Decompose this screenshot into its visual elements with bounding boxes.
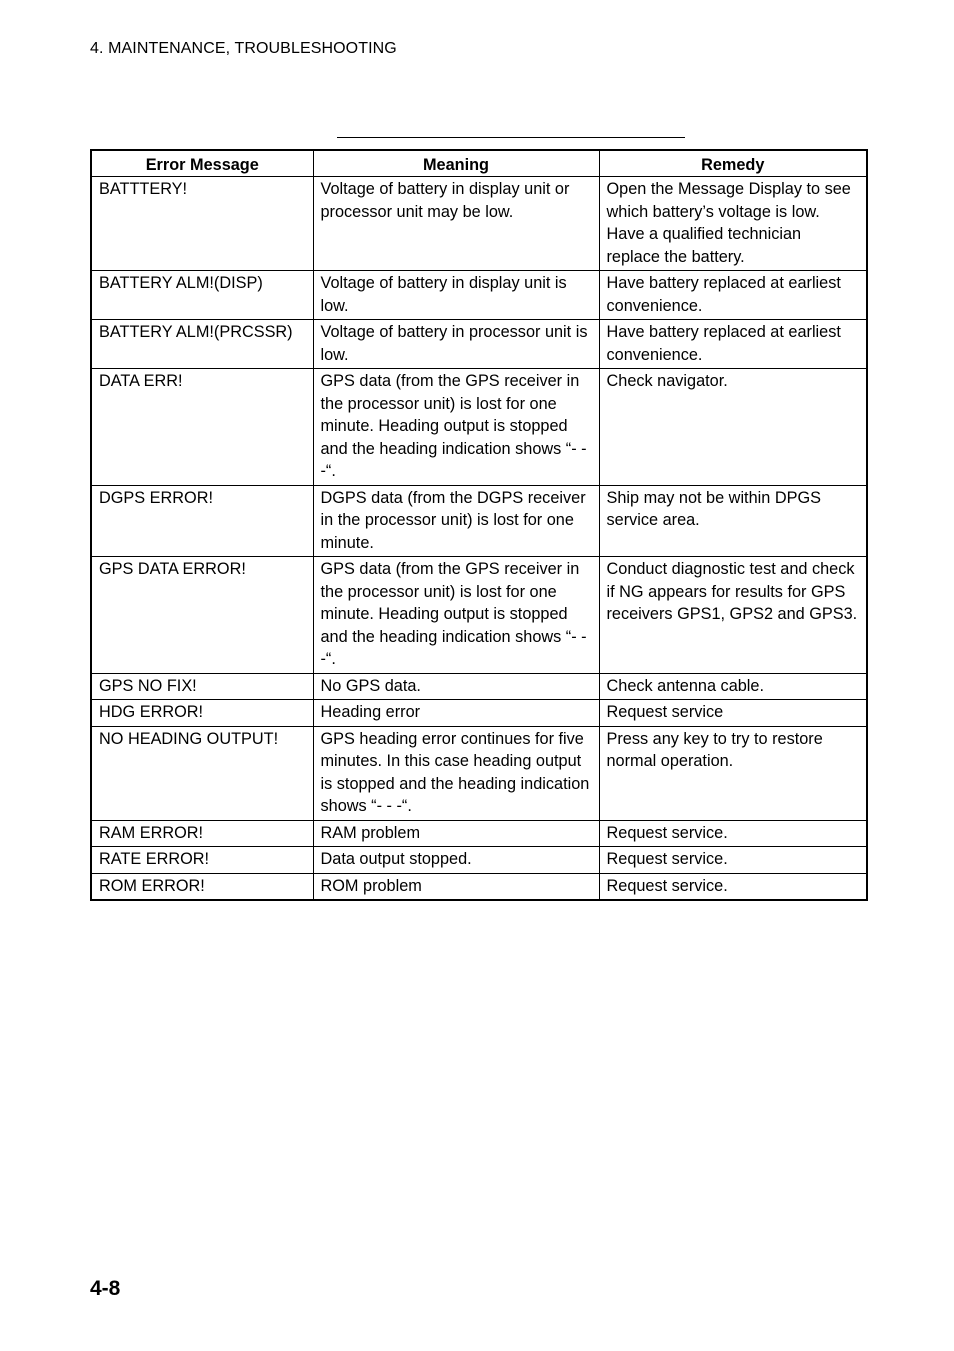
- meaning-cell: DGPS data (from the DGPS receiver in the processor unit) is lost for one minute.: [313, 485, 599, 557]
- remedy-cell: Press any key to try to restore normal operation.: [599, 726, 867, 820]
- meaning-cell: No GPS data.: [313, 673, 599, 700]
- meaning-cell: GPS heading error continues for five minutes. In this case heading output is stopped and the heading indication shows “- - -“.: [313, 726, 599, 820]
- remedy-cell: Have battery replaced at earliest convenience.: [599, 320, 867, 369]
- meaning-cell: Voltage of battery in display unit or processor unit may be low.: [313, 177, 599, 271]
- remedy-cell: Request service.: [599, 820, 867, 847]
- meaning-cell: ROM problem: [313, 873, 599, 900]
- table-row: [91, 485, 867, 557]
- meaning-cell: RAM problem: [313, 820, 599, 847]
- remedy-cell: Have battery replaced at earliest convenience.: [599, 271, 867, 320]
- table-header-row: [91, 150, 867, 177]
- meaning-cell: Heading error: [313, 700, 599, 727]
- title-rule: [337, 137, 685, 138]
- table-row: [91, 320, 867, 369]
- error-cell: BATTTERY!: [91, 177, 313, 271]
- error-message-table: [90, 149, 868, 901]
- error-cell: RAM ERROR!: [91, 820, 313, 847]
- error-cell: NO HEADING OUTPUT!: [91, 726, 313, 820]
- meaning-cell: Data output stopped.: [313, 847, 599, 874]
- remedy-cell: Request service: [599, 700, 867, 727]
- error-cell: GPS DATA ERROR!: [91, 557, 313, 674]
- column-header-remedy: Remedy: [599, 150, 867, 177]
- table-row: [91, 726, 867, 820]
- column-header-meaning: Meaning: [313, 150, 599, 177]
- remedy-cell: Request service.: [599, 847, 867, 874]
- table-row: [91, 847, 867, 874]
- table-row: [91, 700, 867, 727]
- remedy-cell: Request service.: [599, 873, 867, 900]
- table-row: [91, 177, 867, 271]
- error-cell: RATE ERROR!: [91, 847, 313, 874]
- table-row: [91, 369, 867, 486]
- table-row: [91, 820, 867, 847]
- remedy-cell: Conduct diagnostic test and check if NG appears for results for GPS receivers GPS1, GPS2 and GPS3.: [599, 557, 867, 674]
- table-row: [91, 271, 867, 320]
- remedy-cell: Open the Message Display to see which battery’s voltage is low. Have a qualified technician replace the battery.: [599, 177, 867, 271]
- table-row: [91, 873, 867, 900]
- meaning-cell: Voltage of battery in processor unit is low.: [313, 320, 599, 369]
- error-cell: GPS NO FIX!: [91, 673, 313, 700]
- remedy-cell: Check antenna cable.: [599, 673, 867, 700]
- page-number: 4-8: [90, 1277, 121, 1300]
- error-cell: HDG ERROR!: [91, 700, 313, 727]
- table-row: [91, 557, 867, 674]
- error-cell: BATTERY ALM!(PRCSSR): [91, 320, 313, 369]
- meaning-cell: GPS data (from the GPS receiver in the processor unit) is lost for one minute. Heading output is stopped and the heading indication shows “- - -“.: [313, 369, 599, 486]
- table-row: [91, 673, 867, 700]
- meaning-cell: GPS data (from the GPS receiver in the processor unit) is lost for one minute. Heading output is stopped and the heading indication shows “- - -“.: [313, 557, 599, 674]
- error-cell: DGPS ERROR!: [91, 485, 313, 557]
- error-cell: DATA ERR!: [91, 369, 313, 486]
- error-cell: BATTERY ALM!(DISP): [91, 271, 313, 320]
- meaning-cell: Voltage of battery in display unit is low.: [313, 271, 599, 320]
- remedy-cell: Ship may not be within DPGS service area.: [599, 485, 867, 557]
- running-header: 4. MAINTENANCE, TROUBLESHOOTING: [90, 40, 397, 57]
- remedy-cell: Check navigator.: [599, 369, 867, 486]
- column-header-error-message: Error Message: [91, 150, 313, 177]
- error-cell: ROM ERROR!: [91, 873, 313, 900]
